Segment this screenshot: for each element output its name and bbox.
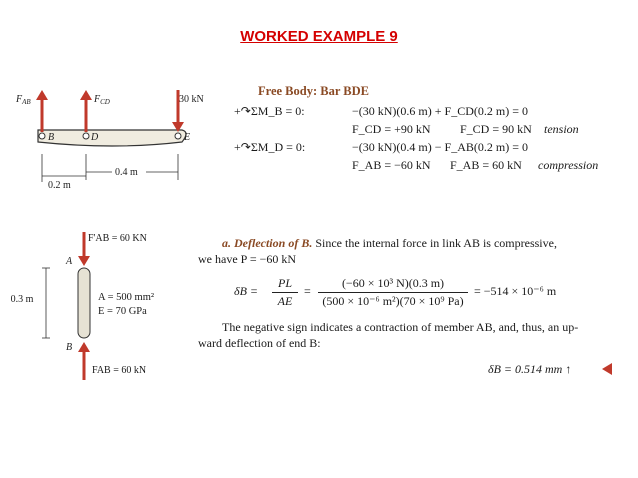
dim-02-label: 0.2 m [48,180,71,191]
formula-bar-1 [272,292,298,293]
deflection-note-2: ward deflection of end B: [198,336,321,350]
fbd-heading: Free Body: Bar BDE [258,84,369,98]
point-e-label: E [184,132,191,143]
dim-04-label: 0.4 m [115,167,138,178]
page-title: WORKED EXAMPLE 9 [240,28,398,45]
rod-top-force-label: F'AB = 60 KN [88,233,147,244]
rod-point-a: A [66,256,73,267]
eq-md-right: −(30 kN)(0.4 m) − F_AB(0.2 m) = 0 [352,140,528,154]
rod-area-label: A = 500 mm² [98,292,155,303]
eq-md-left: +↷ΣM_D = 0: [234,140,306,154]
fcd-label: $F_{CD}$ [94,94,110,106]
rod-length-label: 0.3 m [0,294,44,305]
force-fcd-arrowhead [80,90,92,100]
formula-bar-2 [318,292,468,293]
deflection-heading: a. Deflection of B. [222,236,313,250]
load-label: 30 kN [179,94,204,105]
point-d-label: D [91,132,99,143]
deflection-heading-line [222,236,557,251]
pin-d [83,133,89,139]
rod-point-b: B [66,342,73,353]
deflection-intro-2: we have P = −60 kN [198,252,297,266]
eq-fcd-result2: F_CD = 90 kN [460,122,532,136]
formula-result: = −514 × 10⁻⁶ m [474,284,557,298]
eq-fcd-result1: F_CD = +90 kN [352,122,431,136]
free-body-diagram [14,84,224,200]
rod-ab [78,268,90,338]
fab-label: $F_{AB}$ [16,94,31,106]
formula-ae: AE [277,294,293,308]
eq-mb-left: +↷ΣM_B = 0: [234,104,305,118]
eq-tension: tension [544,122,579,136]
pin-b [39,133,45,139]
eq-compression: compression [538,158,599,172]
eq-fab-result2: F_AB = 60 kN [450,158,522,172]
deflection-note-1: The negative sign indicates a contraction of member AB, and, thus, an up- [222,320,579,334]
rod-bottom-force-arrowhead [78,342,90,352]
formula-numerator: (−60 × 10³ N)(0.3 m) [341,276,445,290]
point-b-label: B [48,132,55,143]
pin-e [175,133,181,139]
rod-modulus-label: E = 70 GPa [98,306,147,317]
rod-bottom-force-label: FAB = 60 kN [92,365,147,376]
formula-denominator: (500 × 10⁻⁶ m²)(70 × 10⁹ Pa) [322,294,464,308]
bar-bde [38,130,186,146]
eq-fab-result1: F_AB = −60 kN [352,158,431,172]
formula-equals: = [304,284,311,298]
formula-pl: PL [277,276,292,290]
final-answer: δB = 0.514 mm ↑ [488,362,572,376]
deflection-intro-1: Since the internal force in link AB is compressive, [315,236,557,250]
eq-mb-right: −(30 kN)(0.6 m) + F_CD(0.2 m) = 0 [352,104,528,118]
formula-delta-b: δB = [234,284,259,298]
force-fab-arrowhead [36,90,48,100]
rod-top-force-arrowhead [78,256,90,266]
answer-marker-icon [600,362,614,376]
